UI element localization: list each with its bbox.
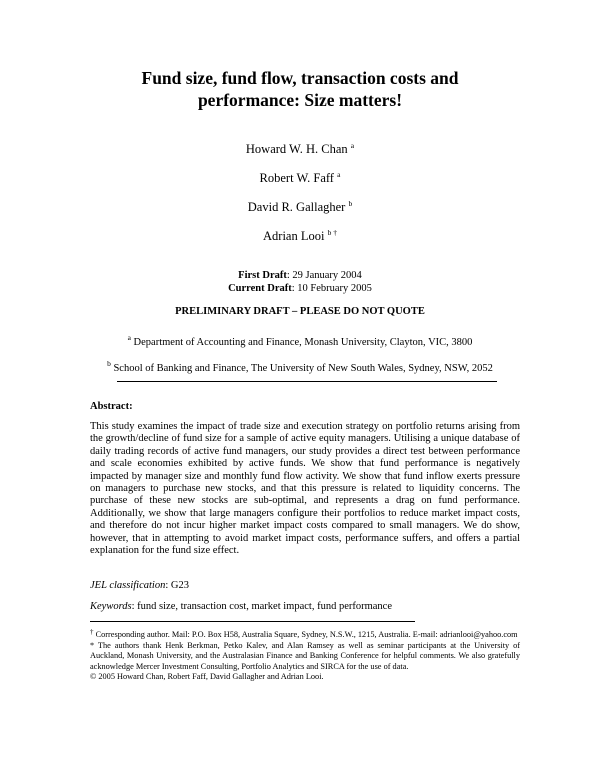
first-draft-line xyxy=(0,269,600,282)
first-draft-date: : 29 January 2004 xyxy=(286,270,362,281)
author-affil-mark: a xyxy=(350,141,355,150)
keywords-value: : fund size, transaction cost, market impact, fund performance xyxy=(131,601,392,612)
author-3 xyxy=(0,196,600,215)
abstract-heading: Abstract: xyxy=(90,401,133,412)
paper-title-line-2: performance: Size matters! xyxy=(197,90,403,110)
abstract-body: This study examines the impact of trade size and execution strategy on portfolio returns arising from the growth/decline of fund size for a sample of active equity managers. Utilising a unique database of daily trading records of active fund managers, our study provides a direct test between performance and scale economies exhibited by active funds. We show that fund performance is negatively impacted by manager size and monthly fund flow activity. We show that fund inflow exerts pressure on managers to purchase new stocks, and that this pressure is related to liquidity concerns. The purchase of these new stocks are sub-optimal, and represents a drag on fund performance. Additionally, we show that large managers configure their portfolios to reduce market impact costs, and therefore do not incur higher market impact costs compared to small managers. We do show, however, that in attempting to avoid market impact costs, performance suffers, and offers a partial explanation for the fund size effect. xyxy=(90,421,520,557)
current-draft-label: Current Draft xyxy=(228,283,292,294)
author-4 xyxy=(0,225,600,244)
section-divider xyxy=(117,381,497,382)
author-affil-mark: b xyxy=(348,199,353,208)
author-affil-mark: b † xyxy=(327,228,337,237)
footnote-mark: † xyxy=(90,628,94,636)
preliminary-notice: PRELIMINARY DRAFT – PLEASE DO NOT QUOTE xyxy=(175,306,425,317)
affiliation-text: School of Banking and Finance, The University of New South Wales, Sydney, NSW, 2052 xyxy=(110,363,493,374)
affiliation-b xyxy=(0,359,600,374)
author-affil-mark: a xyxy=(337,170,341,179)
author-2 xyxy=(0,167,600,186)
footnotes xyxy=(90,627,520,683)
author-1 xyxy=(0,138,600,157)
footnote-divider xyxy=(90,621,415,622)
affiliation-text: Department of Accounting and Finance, Monash University, Clayton, VIC, 3800 xyxy=(130,337,473,348)
author-name: Robert W. Faff xyxy=(259,171,334,185)
author-name: David R. Gallagher xyxy=(247,200,346,214)
footnote-copyright: © 2005 Howard Chan, Robert Faff, David Gallagher and Adrian Looi. xyxy=(90,672,324,681)
affiliation-mark: a xyxy=(127,333,131,342)
jel-value: : G23 xyxy=(165,580,189,591)
jel-classification xyxy=(90,580,189,591)
keywords xyxy=(90,601,392,612)
affiliation-mark: b xyxy=(107,359,111,368)
footnote-thanks: * The authors thank Henk Berkman, Petko Kalev, and Alan Ramsey as well as seminar participants at the University of Auckland, Monash University, and the Australasian Finance and Banking Conference for helpful comments. We also gratefully acknowledge Mercer Investment Consulting, Portfolio Analytics and SIRCA for the use of data. xyxy=(90,640,520,671)
paper-title xyxy=(0,67,600,111)
jel-label: JEL classification xyxy=(90,580,166,591)
paper-title-line-1: Fund size, fund flow, transaction costs and xyxy=(141,68,459,88)
keywords-label: Keywords xyxy=(90,601,132,612)
first-draft-label: First Draft xyxy=(238,270,287,281)
current-draft-date: : 10 February 2005 xyxy=(291,283,372,294)
footnote-corresponding xyxy=(90,627,520,641)
affiliation-a xyxy=(0,333,600,348)
author-name: Adrian Looi xyxy=(263,229,325,243)
author-name: Howard W. H. Chan xyxy=(245,142,348,156)
current-draft-line xyxy=(0,282,600,295)
footnote-corresponding-text: Corresponding author. Mail: P.O. Box H58, Australia Square, Sydney, N.S.W., 1215, Australia. E-mail: adrianlooi@yahoo.com xyxy=(93,630,518,639)
